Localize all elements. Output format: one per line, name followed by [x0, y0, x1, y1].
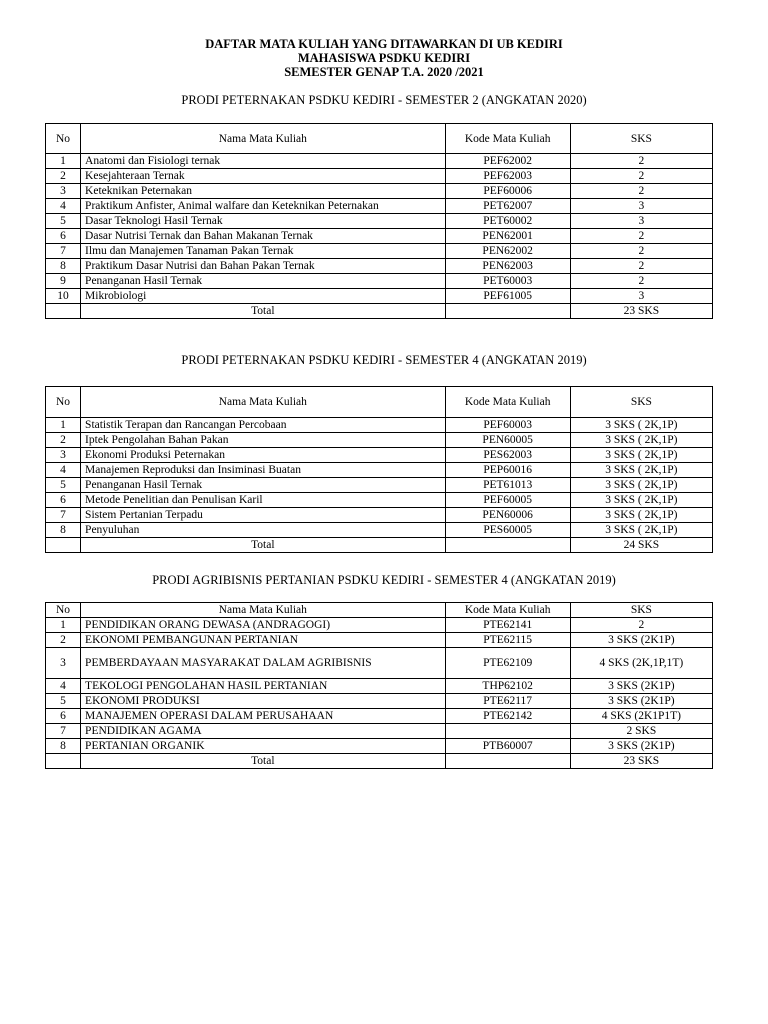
row-sks: 2: [570, 184, 712, 199]
header-name: Nama Mata Kuliah: [81, 603, 446, 618]
row-sks: 3 SKS ( 2K,1P): [570, 463, 712, 478]
total-label: Total: [81, 538, 446, 553]
table-row: [46, 259, 713, 274]
row-code: PEF61005: [445, 289, 570, 304]
row-code: PEN60005: [445, 433, 570, 448]
row-name: Sistem Pertanian Terpadu: [81, 508, 446, 523]
row-no: 4: [46, 199, 81, 214]
row-no: 1: [46, 618, 81, 633]
row-no: 6: [46, 709, 81, 724]
row-code: [445, 724, 570, 739]
row-name: MANAJEMEN OPERASI DALAM PERUSAHAAN: [81, 709, 446, 724]
row-sks: 3 SKS ( 2K,1P): [570, 478, 712, 493]
row-name: Manajemen Reproduksi dan Insiminasi Buatan: [81, 463, 446, 478]
row-name: Dasar Teknologi Hasil Ternak: [81, 214, 446, 229]
table-row: [46, 289, 713, 304]
total-label: Total: [81, 304, 446, 319]
row-sks: 2 SKS: [570, 724, 712, 739]
row-name: Mikrobiologi: [81, 289, 446, 304]
row-name: Penanganan Hasil Ternak: [81, 274, 446, 289]
table-total-row: [46, 304, 713, 319]
header-sks: SKS: [570, 124, 712, 154]
row-code: PET60003: [445, 274, 570, 289]
header-sks: SKS: [570, 603, 712, 618]
table-row: [46, 154, 713, 169]
row-sks: 3 SKS ( 2K,1P): [570, 448, 712, 463]
table-header-row: [46, 387, 713, 418]
row-name: EKONOMI PRODUKSI: [81, 694, 446, 709]
table-row: [46, 214, 713, 229]
row-no: 6: [46, 229, 81, 244]
row-code: PEF60006: [445, 184, 570, 199]
row-name: Anatomi dan Fisiologi ternak: [81, 154, 446, 169]
table-total-row: [46, 754, 713, 769]
row-no: 2: [46, 433, 81, 448]
row-name: Keteknikan Peternakan: [81, 184, 446, 199]
table-row: [46, 199, 713, 214]
row-code: PEN62001: [445, 229, 570, 244]
table-row: [46, 463, 713, 478]
table-row: [46, 244, 713, 259]
header-no: No: [46, 603, 81, 618]
table-row: [46, 648, 713, 679]
row-sks: 4 SKS (2K1P1T): [570, 709, 712, 724]
row-code: PET62007: [445, 199, 570, 214]
row-no: 7: [46, 508, 81, 523]
row-code: PTE62109: [445, 648, 570, 679]
row-name: Ekonomi Produksi Peternakan: [81, 448, 446, 463]
row-no: 7: [46, 244, 81, 259]
row-no: 5: [46, 694, 81, 709]
header-no: No: [46, 124, 81, 154]
row-name: Statistik Terapan dan Rancangan Percobaan: [81, 418, 446, 433]
row-name: Dasar Nutrisi Ternak dan Bahan Makanan Ternak: [81, 229, 446, 244]
table-total-row: [46, 538, 713, 553]
header-code: Kode Mata Kuliah: [445, 603, 570, 618]
total-value: 23 SKS: [570, 754, 712, 769]
course-table-peternakan-sem4: [45, 386, 713, 553]
header-name: Nama Mata Kuliah: [81, 124, 446, 154]
row-code: PEP60016: [445, 463, 570, 478]
row-code: PES60005: [445, 523, 570, 538]
table-row: [46, 184, 713, 199]
table-header-row: [46, 603, 713, 618]
row-no: 8: [46, 523, 81, 538]
row-name: Praktikum Dasar Nutrisi dan Bahan Pakan Ternak: [81, 259, 446, 274]
row-sks: 2: [570, 169, 712, 184]
row-code: PEF60003: [445, 418, 570, 433]
row-sks: 2: [570, 229, 712, 244]
row-no: 3: [46, 448, 81, 463]
row-sks: 3 SKS (2K1P): [570, 739, 712, 754]
row-no: 7: [46, 724, 81, 739]
row-no: 1: [46, 154, 81, 169]
header-sks: SKS: [570, 387, 712, 418]
row-no: 6: [46, 493, 81, 508]
row-no: 9: [46, 274, 81, 289]
table-header-row: [46, 124, 713, 154]
row-sks: 3: [570, 199, 712, 214]
row-code: PTE62141: [445, 618, 570, 633]
row-sks: 3 SKS ( 2K,1P): [570, 433, 712, 448]
row-no: 2: [46, 169, 81, 184]
row-name: Praktikum Anfister, Animal walfare dan Keteknikan Peternakan: [81, 199, 446, 214]
table-row: [46, 478, 713, 493]
table-row: [46, 433, 713, 448]
row-no: 8: [46, 259, 81, 274]
course-table-peternakan-sem2: [45, 123, 713, 319]
row-sks: 4 SKS (2K,1P,1T): [570, 648, 712, 679]
table-row: [46, 493, 713, 508]
table-row: [46, 618, 713, 633]
table-row: [46, 508, 713, 523]
section-title-peternakan-sem4: PRODI PETERNAKAN PSDKU KEDIRI - SEMESTER 4 (ANGKATAN 2019): [181, 353, 587, 367]
row-code: PET61013: [445, 478, 570, 493]
row-no: 4: [46, 679, 81, 694]
row-no: 5: [46, 478, 81, 493]
header-name: Nama Mata Kuliah: [81, 387, 446, 418]
row-code: PTE62142: [445, 709, 570, 724]
total-value: 23 SKS: [570, 304, 712, 319]
row-name: PEMBERDAYAAN MASYARAKAT DALAM AGRIBISNIS: [81, 648, 446, 679]
total-label: Total: [81, 754, 446, 769]
row-code: PTB60007: [445, 739, 570, 754]
row-name: Penyuluhan: [81, 523, 446, 538]
row-no: 10: [46, 289, 81, 304]
row-name: PENDIDIKAN ORANG DEWASA (ANDRAGOGI): [81, 618, 446, 633]
row-code: PTE62115: [445, 633, 570, 648]
row-code: PEN62002: [445, 244, 570, 259]
row-sks: 3 SKS (2K1P): [570, 633, 712, 648]
row-sks: 3 SKS (2K1P): [570, 694, 712, 709]
row-name: PENDIDIKAN AGAMA: [81, 724, 446, 739]
row-code: THP62102: [445, 679, 570, 694]
document-title-line-3: SEMESTER GENAP T.A. 2020 /2021: [284, 65, 484, 79]
row-name: TEKOLOGI PENGOLAHAN HASIL PERTANIAN: [81, 679, 446, 694]
row-name: Ilmu dan Manajemen Tanaman Pakan Ternak: [81, 244, 446, 259]
table-row: [46, 739, 713, 754]
section-title-peternakan-sem2: PRODI PETERNAKAN PSDKU KEDIRI - SEMESTER 2 (ANGKATAN 2020): [181, 93, 587, 107]
table-row: [46, 633, 713, 648]
row-no: 3: [46, 648, 81, 679]
row-name: Iptek Pengolahan Bahan Pakan: [81, 433, 446, 448]
row-no: 5: [46, 214, 81, 229]
row-no: 4: [46, 463, 81, 478]
row-sks: 3 SKS ( 2K,1P): [570, 508, 712, 523]
section-title-agribisnis-sem4: PRODI AGRIBISNIS PERTANIAN PSDKU KEDIRI - SEMESTER 4 (ANGKATAN 2019): [152, 573, 616, 587]
row-no: 2: [46, 633, 81, 648]
table-row: [46, 229, 713, 244]
header-code: Kode Mata Kuliah: [445, 387, 570, 418]
row-sks: 3: [570, 214, 712, 229]
row-name: Penanganan Hasil Ternak: [81, 478, 446, 493]
table-row: [46, 523, 713, 538]
row-code: PEF62003: [445, 169, 570, 184]
row-sks: 3 SKS ( 2K,1P): [570, 523, 712, 538]
table-row: [46, 418, 713, 433]
row-sks: 2: [570, 274, 712, 289]
row-name: Metode Penelitian dan Penulisan Karil: [81, 493, 446, 508]
row-sks: 2: [570, 259, 712, 274]
table-row: [46, 169, 713, 184]
row-code: PEF62002: [445, 154, 570, 169]
course-table-agribisnis-sem4: [45, 602, 713, 769]
row-no: 1: [46, 418, 81, 433]
row-no: 3: [46, 184, 81, 199]
row-code: PEN62003: [445, 259, 570, 274]
table-row: [46, 679, 713, 694]
row-code: PET60002: [445, 214, 570, 229]
row-sks: 3 SKS ( 2K,1P): [570, 493, 712, 508]
table-row: [46, 274, 713, 289]
row-code: PES62003: [445, 448, 570, 463]
table-row: [46, 694, 713, 709]
table-row: [46, 724, 713, 739]
row-no: 8: [46, 739, 81, 754]
document-title-line-1: DAFTAR MATA KULIAH YANG DITAWARKAN DI UB KEDIRI: [205, 37, 563, 51]
row-code: PTE62117: [445, 694, 570, 709]
table-row: [46, 448, 713, 463]
row-name: Kesejahteraan Ternak: [81, 169, 446, 184]
table-row: [46, 709, 713, 724]
row-sks: 3 SKS ( 2K,1P): [570, 418, 712, 433]
row-code: PEF60005: [445, 493, 570, 508]
row-code: PEN60006: [445, 508, 570, 523]
header-code: Kode Mata Kuliah: [445, 124, 570, 154]
row-sks: 2: [570, 618, 712, 633]
row-sks: 2: [570, 244, 712, 259]
row-sks: 2: [570, 154, 712, 169]
row-name: EKONOMI PEMBANGUNAN PERTANIAN: [81, 633, 446, 648]
header-no: No: [46, 387, 81, 418]
total-value: 24 SKS: [570, 538, 712, 553]
row-sks: 3: [570, 289, 712, 304]
document-title-line-2: MAHASISWA PSDKU KEDIRI: [297, 51, 471, 65]
row-sks: 3 SKS (2K1P): [570, 679, 712, 694]
row-name: PERTANIAN ORGANIK: [81, 739, 446, 754]
